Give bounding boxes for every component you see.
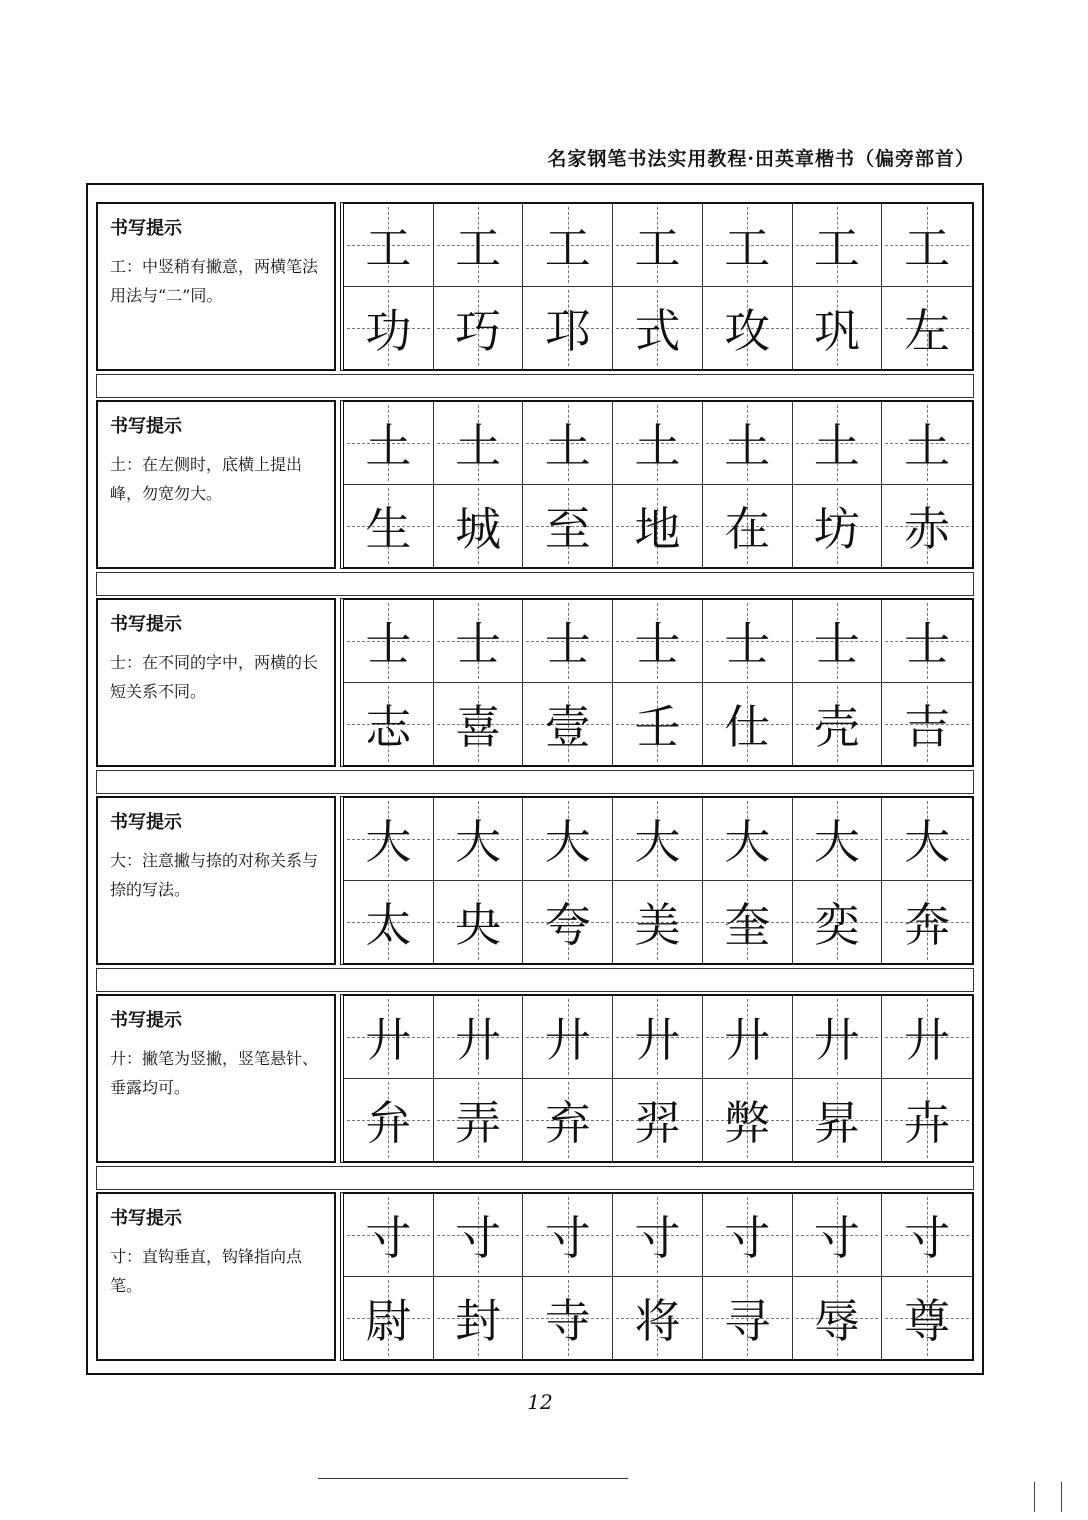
practice-cell (523, 600, 613, 683)
example-cell (523, 1079, 613, 1162)
tian-grid (340, 202, 974, 371)
practice-character: 土 (724, 418, 771, 473)
example-character: 羿 (634, 1095, 681, 1150)
practice-character: 寸 (813, 1210, 860, 1265)
practice-character: 廾 (813, 1012, 860, 1067)
writing-tip-box (96, 598, 336, 767)
practice-cell (613, 798, 703, 881)
practice-character: 寸 (455, 1210, 502, 1265)
example-cell (882, 1079, 972, 1162)
practice-cell (613, 402, 703, 485)
example-cell (613, 683, 703, 766)
example-cell (523, 683, 613, 766)
example-character: 太 (365, 897, 412, 952)
example-character: 吉 (904, 699, 951, 754)
example-cell (882, 287, 972, 370)
radical-section (96, 598, 974, 767)
example-character: 弁 (365, 1095, 412, 1150)
example-cell (613, 287, 703, 370)
section-separator (96, 374, 974, 398)
practice-cell (434, 1194, 524, 1277)
practice-character: 士 (544, 616, 591, 671)
tip-title: 书写提示 (110, 416, 182, 437)
example-cell (523, 287, 613, 370)
practice-cell (523, 402, 613, 485)
practice-cell (344, 402, 434, 485)
practice-character: 工 (904, 220, 951, 275)
corner-mark (1034, 1482, 1062, 1512)
example-cell (703, 881, 793, 964)
example-character: 地 (634, 501, 681, 556)
example-cell (344, 683, 434, 766)
example-character: 壳 (813, 699, 860, 754)
practice-cell (882, 204, 972, 287)
radical-section (96, 400, 974, 569)
example-character: 卉 (904, 1095, 951, 1150)
example-cell (793, 1277, 883, 1360)
example-character: 功 (365, 303, 412, 358)
practice-cell (793, 798, 883, 881)
practice-cell (434, 402, 524, 485)
example-character: 巩 (813, 303, 860, 358)
practice-character: 工 (544, 220, 591, 275)
practice-character: 廾 (365, 1012, 412, 1067)
writing-tip-box (96, 400, 336, 569)
example-character: 在 (724, 501, 771, 556)
example-character: 巧 (455, 303, 502, 358)
example-character: 生 (365, 501, 412, 556)
practice-cell (344, 798, 434, 881)
practice-character: 大 (544, 814, 591, 869)
tip-title: 书写提示 (110, 812, 182, 833)
practice-character: 士 (813, 616, 860, 671)
practice-cell (793, 204, 883, 287)
tip-text: 士：在不同的字中，两横的长短关系不同。 (110, 653, 319, 701)
practice-cell (703, 600, 793, 683)
example-cell (434, 287, 524, 370)
example-cell (613, 1079, 703, 1162)
practice-cell (523, 798, 613, 881)
practice-cell (882, 600, 972, 683)
section-separator (96, 770, 974, 794)
practice-cell (882, 996, 972, 1079)
example-character: 寺 (544, 1293, 591, 1348)
radical-section (96, 994, 974, 1163)
example-character: 寻 (724, 1293, 771, 1348)
tip-title: 书写提示 (110, 1208, 182, 1229)
example-character: 喜 (455, 699, 502, 754)
example-cell (703, 1079, 793, 1162)
example-cell (793, 881, 883, 964)
practice-cell (703, 996, 793, 1079)
practice-character: 土 (634, 418, 681, 473)
example-character: 美 (634, 897, 681, 952)
practice-character: 大 (724, 814, 771, 869)
example-cell (434, 683, 524, 766)
practice-cell (434, 204, 524, 287)
example-cell (793, 683, 883, 766)
tip-title: 书写提示 (110, 1010, 182, 1031)
example-character: 壹 (544, 699, 591, 754)
example-character: 左 (904, 303, 951, 358)
example-character: 辱 (813, 1293, 860, 1348)
tip-title: 书写提示 (110, 218, 182, 239)
tip-text: 廾：撇笔为竖撇，竖笔悬针、垂露均可。 (110, 1049, 319, 1097)
practice-cell (344, 996, 434, 1079)
example-cell (434, 1079, 524, 1162)
page-frame (86, 183, 984, 1375)
practice-character: 大 (365, 814, 412, 869)
example-cell (703, 1277, 793, 1360)
tip-title: 书写提示 (110, 614, 182, 635)
example-character: 志 (365, 699, 412, 754)
radical-section (96, 202, 974, 371)
example-cell (882, 881, 972, 964)
practice-character: 大 (455, 814, 502, 869)
example-character: 坊 (813, 501, 860, 556)
example-cell (523, 485, 613, 568)
example-character: 赤 (904, 501, 951, 556)
practice-cell (523, 996, 613, 1079)
practice-cell (434, 996, 524, 1079)
example-cell (793, 287, 883, 370)
tian-grid (340, 994, 974, 1163)
example-character: 奔 (904, 897, 951, 952)
section-separator (96, 1166, 974, 1190)
practice-character: 士 (634, 616, 681, 671)
practice-character: 大 (634, 814, 681, 869)
example-cell (703, 485, 793, 568)
section-separator (96, 572, 974, 596)
practice-cell (703, 204, 793, 287)
practice-cell (613, 204, 703, 287)
practice-cell (793, 1194, 883, 1277)
practice-cell (523, 204, 613, 287)
example-cell (613, 881, 703, 964)
example-cell (882, 1277, 972, 1360)
example-cell (703, 683, 793, 766)
example-cell (344, 881, 434, 964)
practice-character: 工 (724, 220, 771, 275)
example-cell (344, 485, 434, 568)
practice-character: 寸 (634, 1210, 681, 1265)
example-character: 奎 (724, 897, 771, 952)
practice-character: 廾 (544, 1012, 591, 1067)
practice-character: 廾 (904, 1012, 951, 1067)
practice-character: 廾 (724, 1012, 771, 1067)
practice-cell (613, 1194, 703, 1277)
practice-character: 工 (365, 220, 412, 275)
practice-cell (793, 996, 883, 1079)
example-character: 仕 (724, 699, 771, 754)
example-cell (344, 1079, 434, 1162)
section-separator (96, 968, 974, 992)
example-character: 弃 (544, 1095, 591, 1150)
example-character: 弊 (724, 1095, 771, 1150)
practice-character: 大 (904, 814, 951, 869)
example-character: 封 (455, 1293, 502, 1348)
example-cell (793, 1079, 883, 1162)
practice-cell (882, 402, 972, 485)
practice-character: 寸 (904, 1210, 951, 1265)
practice-character: 土 (904, 418, 951, 473)
practice-cell (793, 402, 883, 485)
example-cell (344, 1277, 434, 1360)
practice-character: 廾 (634, 1012, 681, 1067)
example-character: 式 (634, 303, 681, 358)
practice-character: 工 (455, 220, 502, 275)
practice-character: 寸 (544, 1210, 591, 1265)
example-character: 城 (455, 501, 502, 556)
practice-character: 寸 (365, 1210, 412, 1265)
example-cell (882, 485, 972, 568)
practice-character: 大 (813, 814, 860, 869)
practice-character: 士 (365, 616, 412, 671)
practice-cell (344, 600, 434, 683)
tip-text: 大：注意撇与捺的对称关系与捺的写法。 (110, 851, 319, 899)
practice-character: 土 (813, 418, 860, 473)
practice-character: 土 (455, 418, 502, 473)
writing-tip-box (96, 202, 336, 371)
example-character: 将 (634, 1293, 681, 1348)
example-character: 邛 (544, 303, 591, 358)
practice-cell (434, 600, 524, 683)
practice-cell (434, 798, 524, 881)
example-cell (882, 683, 972, 766)
practice-character: 土 (365, 418, 412, 473)
example-cell (344, 287, 434, 370)
practice-area (96, 197, 974, 1362)
practice-cell (344, 204, 434, 287)
practice-cell (613, 996, 703, 1079)
example-character: 壬 (634, 699, 681, 754)
radical-section (96, 1192, 974, 1361)
tip-text: 土：在左侧时，底横上提出峰，勿宽勿大。 (110, 455, 303, 503)
example-cell (613, 1277, 703, 1360)
example-cell (793, 485, 883, 568)
practice-cell (613, 600, 703, 683)
tip-text: 寸：直钩垂直，钩锋指向点笔。 (110, 1247, 303, 1295)
example-cell (434, 485, 524, 568)
example-character: 攻 (724, 303, 771, 358)
tian-grid (340, 598, 974, 767)
example-character: 尊 (904, 1293, 951, 1348)
book-header: 名家钢笔书法实用教程·田英章楷书（偏旁部首） (547, 148, 975, 170)
practice-cell (703, 798, 793, 881)
practice-character: 廾 (455, 1012, 502, 1067)
example-character: 昇 (813, 1095, 860, 1150)
practice-cell (703, 1194, 793, 1277)
example-cell (434, 1277, 524, 1360)
example-cell (703, 287, 793, 370)
example-cell (613, 485, 703, 568)
example-cell (523, 881, 613, 964)
practice-cell (882, 798, 972, 881)
tian-grid (340, 1192, 974, 1361)
footer-line (318, 1478, 628, 1479)
example-cell (434, 881, 524, 964)
practice-cell (882, 1194, 972, 1277)
practice-cell (793, 600, 883, 683)
example-character: 至 (544, 501, 591, 556)
writing-tip-box (96, 796, 336, 965)
tian-grid (340, 400, 974, 569)
practice-character: 士 (724, 616, 771, 671)
practice-cell (703, 402, 793, 485)
example-cell (523, 1277, 613, 1360)
tip-text: 工：中竖稍有撇意，两横笔法用法与“二”同。 (110, 257, 319, 305)
practice-cell (523, 1194, 613, 1277)
practice-character: 工 (813, 220, 860, 275)
writing-tip-box (96, 1192, 336, 1361)
practice-character: 士 (904, 616, 951, 671)
tian-grid (340, 796, 974, 965)
practice-character: 土 (544, 418, 591, 473)
practice-cell (344, 1194, 434, 1277)
radical-section (96, 796, 974, 965)
example-character: 奕 (813, 897, 860, 952)
example-character: 尉 (365, 1293, 412, 1348)
writing-tip-box (96, 994, 336, 1163)
example-character: 夸 (544, 897, 591, 952)
practice-character: 寸 (724, 1210, 771, 1265)
practice-character: 工 (634, 220, 681, 275)
example-character: 央 (455, 897, 502, 952)
practice-character: 士 (455, 616, 502, 671)
page-number: 12 (527, 1390, 553, 1414)
example-character: 弄 (455, 1095, 502, 1150)
